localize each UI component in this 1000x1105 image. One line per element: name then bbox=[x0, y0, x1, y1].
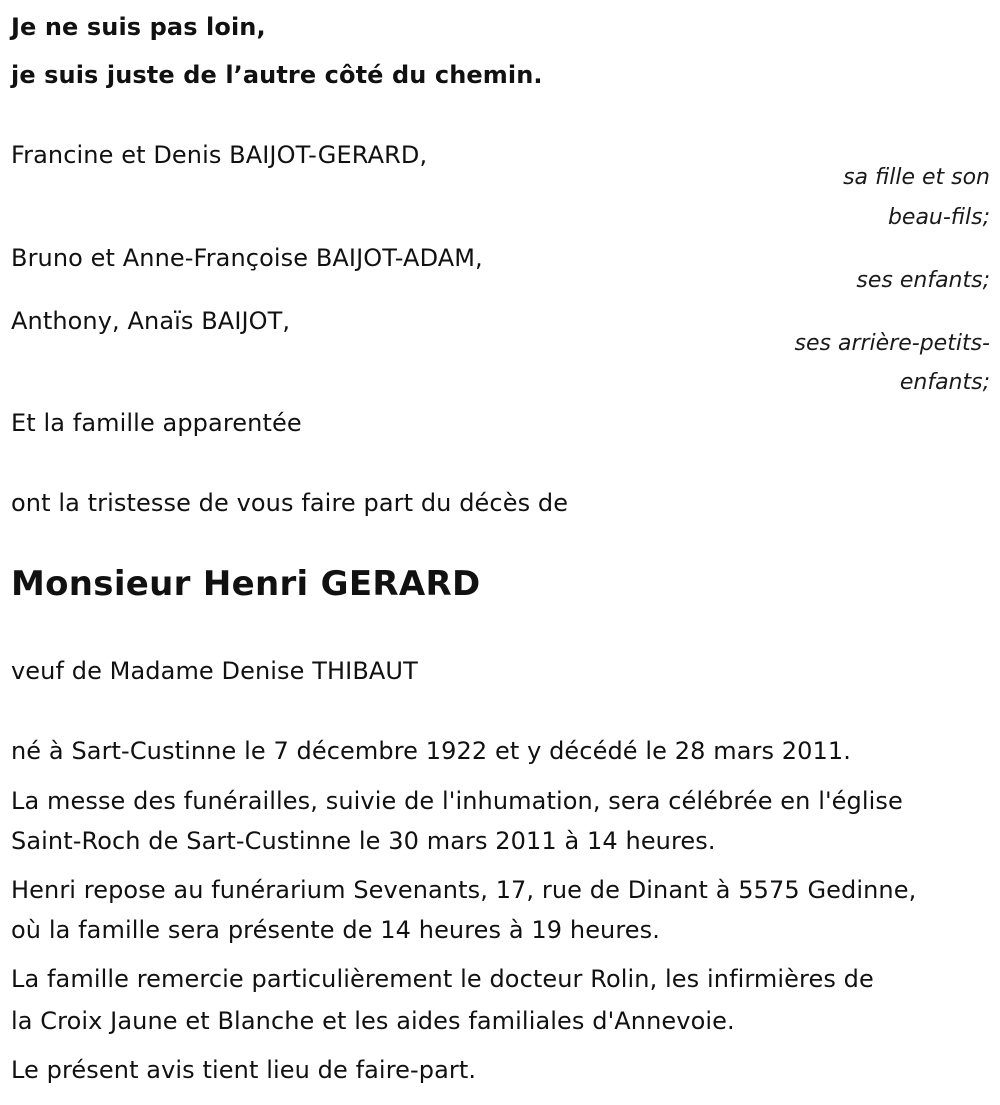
family-member-names: Bruno et Anne-Françoise BAIJOT-ADAM, bbox=[11, 244, 483, 272]
thanks-line: la Croix Jaune et Blanche et les aides familiales d'Annevoie. bbox=[11, 1007, 735, 1035]
family-member-names: Francine et Denis BAIJOT-GERARD, bbox=[11, 141, 428, 169]
viewing-line: Henri repose au funérarium Sevenants, 17, rue de Dinant à 5575 Gedinne, bbox=[11, 876, 917, 904]
widower-line: veuf de Madame Denise THIBAUT bbox=[11, 657, 418, 685]
family-relation: enfants; bbox=[899, 370, 990, 395]
funeral-line: La messe des funérailles, suivie de l'inhumation, sera célébrée en l'église bbox=[11, 787, 903, 815]
notice-line: Le présent avis tient lieu de faire-part. bbox=[11, 1056, 477, 1084]
thanks-line: La famille remercie particulièrement le docteur Rolin, les infirmières de bbox=[11, 965, 874, 993]
family-relation: beau-fils; bbox=[887, 205, 990, 230]
birth-death-line: né à Sart-Custinne le 7 décembre 1922 et y décédé le 28 mars 2011. bbox=[11, 737, 852, 765]
family-relation: ses arrière-petits- bbox=[794, 331, 990, 356]
funeral-line: Saint-Roch de Sart-Custinne le 30 mars 2011 à 14 heures. bbox=[11, 827, 716, 855]
announcement: ont la tristesse de vous faire part du décès de bbox=[11, 489, 569, 517]
viewing-line: où la famille sera présente de 14 heures à 19 heures. bbox=[11, 916, 661, 944]
extended-family: Et la famille apparentée bbox=[11, 409, 302, 437]
quote-line-2: je suis juste de l’autre côté du chemin. bbox=[11, 61, 543, 89]
family-member-names: Anthony, Anaïs BAIJOT, bbox=[11, 307, 291, 335]
deceased-name: Monsieur Henri GERARD bbox=[11, 564, 481, 604]
family-relation: ses enfants; bbox=[856, 268, 990, 293]
family-relation: sa fille et son bbox=[843, 165, 990, 190]
quote-line-1: Je ne suis pas loin, bbox=[11, 13, 266, 41]
